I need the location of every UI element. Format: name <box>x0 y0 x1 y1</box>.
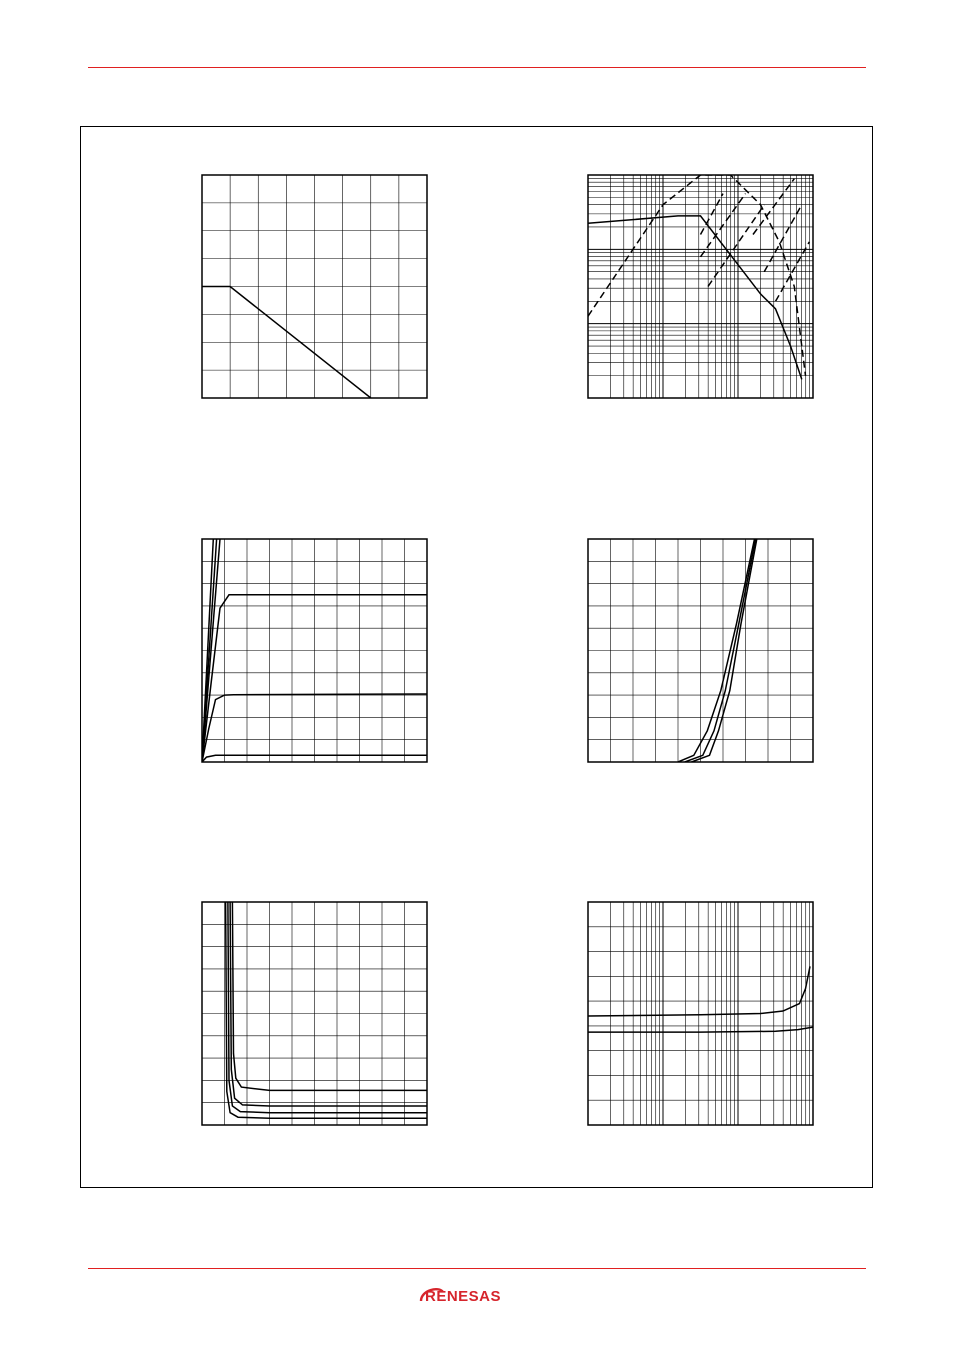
series-line-4 <box>226 902 427 1118</box>
chart-5 <box>202 902 427 1125</box>
series-line-3 <box>228 902 427 1113</box>
renesas-logo <box>0 1284 954 1306</box>
logo-text: RENESAS <box>425 1288 502 1305</box>
logo-swoosh-icon <box>417 1284 537 1306</box>
plot-frame <box>588 902 813 1125</box>
plot-frame <box>588 175 813 398</box>
series-line-2 <box>230 902 427 1106</box>
chart-2 <box>588 175 813 398</box>
series-line-2 <box>588 216 802 380</box>
chart-4 <box>588 539 813 762</box>
series-line-1 <box>232 902 427 1090</box>
footer-rule <box>88 1268 866 1269</box>
series-line-5 <box>708 205 764 287</box>
series-line-1 <box>588 175 806 376</box>
chart-6 <box>588 902 813 1125</box>
series-line-2 <box>588 1027 813 1032</box>
chart-1 <box>202 175 427 398</box>
chart-3 <box>202 539 427 762</box>
